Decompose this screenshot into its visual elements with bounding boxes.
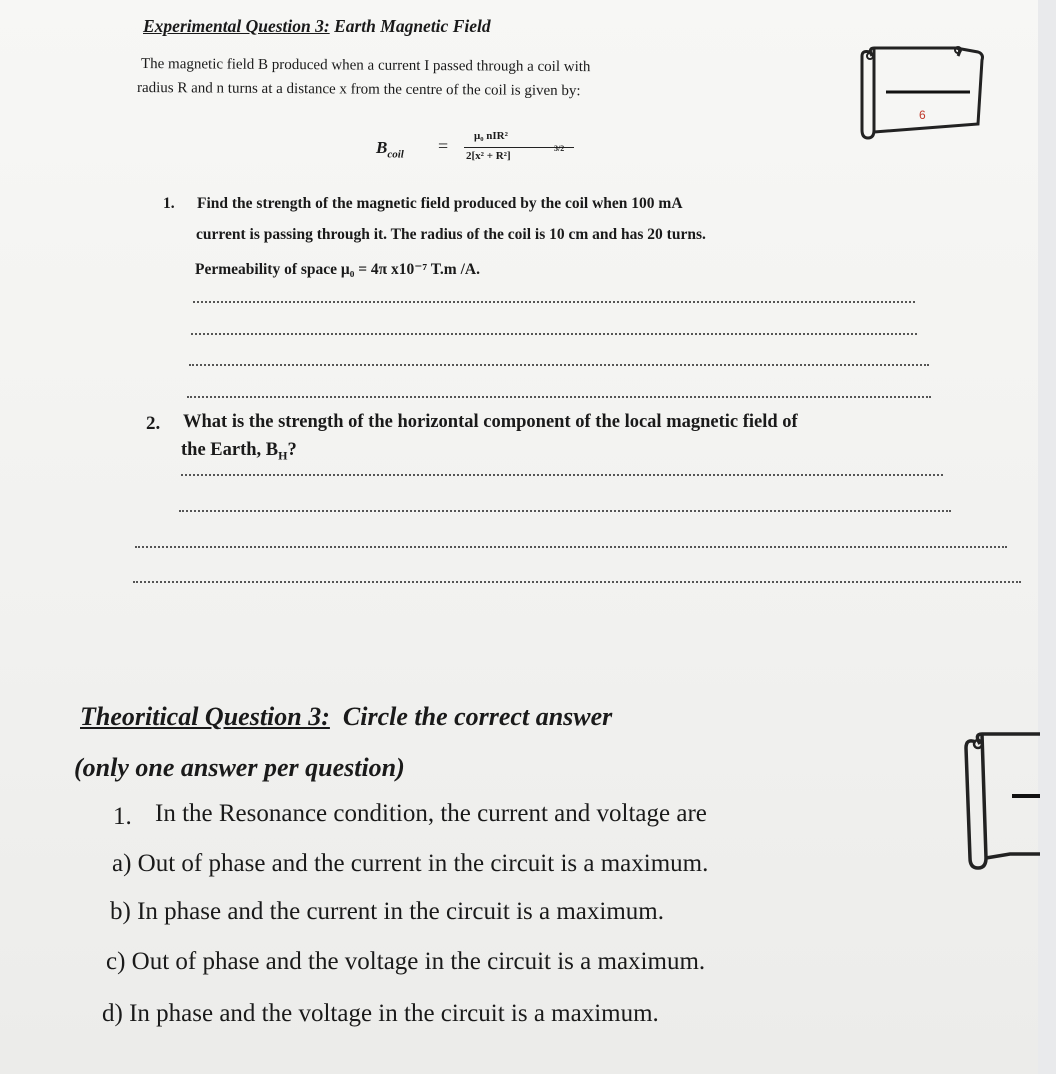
answer-line[interactable] xyxy=(189,364,929,366)
exp-q2-line2 xyxy=(181,440,297,464)
theoretical-heading-label: Theoritical Question 3: xyxy=(80,702,330,731)
page-edge xyxy=(1038,0,1056,1074)
answer-line[interactable] xyxy=(179,510,951,512)
theory-q1-number: 1. xyxy=(113,803,132,830)
exp-q1-line1: Find the strength of the magnetic field produced by the coil when 100 mA xyxy=(197,195,683,212)
formula-lhs: B xyxy=(376,138,388,157)
formula-equals: = xyxy=(438,136,449,156)
exp-q2-sub: H xyxy=(278,448,288,463)
formula-denominator: 2[x² + R²] xyxy=(466,150,511,162)
theoretical-subheading: (only one answer per question) xyxy=(74,753,405,782)
option-d[interactable] xyxy=(102,1000,659,1028)
formula-numerator: μ₀ nIR² xyxy=(474,130,508,142)
experimental-heading xyxy=(143,16,491,37)
option-c-letter: c) xyxy=(106,948,126,975)
theoretical-heading xyxy=(80,702,612,732)
score-mark: 6 xyxy=(919,108,926,122)
option-a-letter: a) xyxy=(112,850,132,877)
option-d-letter: d) xyxy=(102,1000,123,1027)
exp-q2-number: 2. xyxy=(146,413,161,434)
theory-q1-text: In the Resonance condition, the current and voltage are xyxy=(155,800,707,827)
option-a-text: Out of phase and the current in the circuit is a maximum. xyxy=(137,850,709,877)
scroll-score-icon-partial xyxy=(962,730,1040,870)
exp-q2-line2-end: ? xyxy=(287,440,297,460)
exp-q2-line2-text: the Earth, B xyxy=(181,440,279,460)
scroll-score-icon xyxy=(858,44,988,140)
exp-q2-line1: What is the strength of the horizontal component of the local magnetic field of xyxy=(183,412,798,432)
option-a[interactable] xyxy=(112,850,708,878)
theoretical-heading-rest: Circle the correct answer xyxy=(342,702,613,731)
answer-line[interactable] xyxy=(193,301,915,303)
option-d-text: In phase and the voltage in the circuit is a maximum. xyxy=(129,1000,659,1027)
option-c[interactable] xyxy=(106,948,705,976)
option-b-text: In phase and the current in the circuit is a maximum. xyxy=(137,898,664,925)
experimental-heading-label: Experimental Question 3: xyxy=(143,16,330,36)
formula-exponent: 3/2 xyxy=(554,144,565,153)
coil-field-formula xyxy=(376,130,596,180)
answer-line[interactable] xyxy=(181,474,943,476)
exp-q1-line2: current is passing through it. The radius of the coil is 10 cm and has 20 turns. xyxy=(196,226,706,243)
answer-line[interactable] xyxy=(133,581,1021,583)
answer-line[interactable] xyxy=(135,546,1007,548)
exp-q1-line3: Permeability of space μ₀ = 4π x10⁻⁷ T.m /A. xyxy=(195,261,480,278)
option-b[interactable] xyxy=(110,898,664,926)
option-c-text: Out of phase and the voltage in the circuit is a maximum. xyxy=(131,948,706,975)
answer-line[interactable] xyxy=(187,396,931,398)
option-b-letter: b) xyxy=(110,898,131,925)
experimental-heading-title: Earth Magnetic Field xyxy=(334,16,491,36)
intro-line-1: The magnetic field B produced when a current I passed through a coil with xyxy=(140,56,591,76)
formula-lhs-sub: coil xyxy=(387,148,404,161)
answer-line[interactable] xyxy=(191,333,917,335)
intro-line-2: radius R and n turns at a distance x from the centre of the coil is given by: xyxy=(136,80,581,100)
exp-q1-number: 1. xyxy=(163,195,175,212)
